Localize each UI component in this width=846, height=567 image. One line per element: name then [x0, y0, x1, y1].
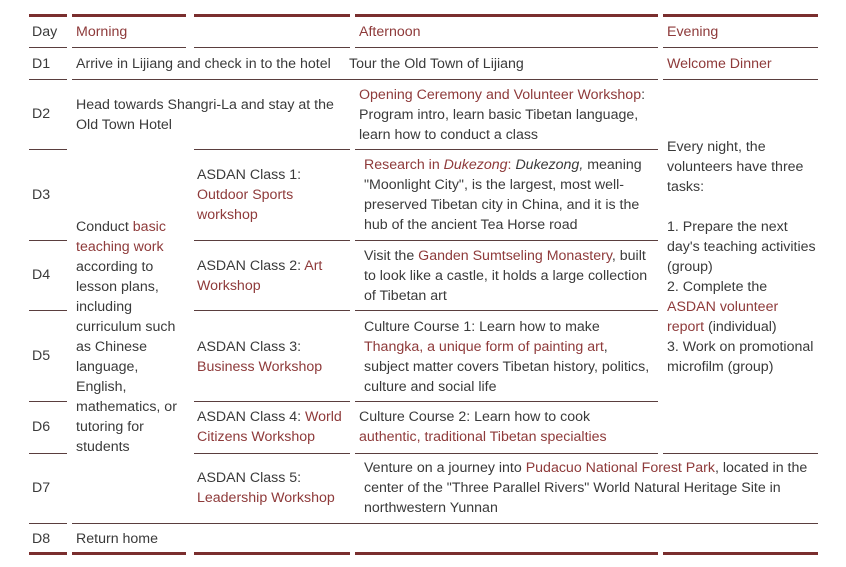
bottom-rule-day [29, 552, 67, 555]
evening-task-2-pre: 2. Complete the [667, 279, 768, 295]
d1-morning: Arrive in Lijiang and check in to the hotel [76, 56, 331, 72]
header-evening: Evening [667, 24, 719, 40]
d7-afternoon-highlight: Pudacuo National Forest Park [525, 460, 715, 476]
d8-morning: Return home [76, 531, 159, 547]
d5-rule-class [194, 401, 350, 402]
d1-rule-day [29, 79, 67, 80]
day-label-d5: D5 [32, 348, 51, 364]
d3-afternoon-hl: Research in [364, 157, 444, 173]
d6-rule-day [29, 453, 67, 454]
d6-class-label: ASDAN Class 4: [197, 409, 306, 425]
d3-rule-class [194, 240, 350, 241]
d1-rule-main [72, 79, 658, 80]
conduct-highlight: basic teaching work [76, 219, 166, 255]
d5-afternoon [364, 317, 656, 397]
header-day: Day [32, 24, 58, 40]
d6-rule-evening [663, 453, 818, 454]
evening-task-2-post: (individual) [704, 319, 777, 335]
header-morning: Morning [76, 24, 128, 40]
d2-rule-class [194, 149, 350, 150]
d3-class-label: ASDAN Class 1: [197, 167, 302, 183]
d5-afternoon-pre: Culture Course 1: Learn how to make [364, 319, 600, 335]
d3-class-name: Outdoor Sports workshop [197, 187, 294, 223]
top-rule-day [29, 14, 67, 17]
d2-morning: Head towards Shangri-La and stay at the Old Town Hotel [76, 97, 334, 133]
bottom-rule-morning [72, 552, 186, 555]
bottom-rule-evening [663, 552, 818, 555]
day-label-d1: D1 [32, 56, 51, 72]
d4-class [197, 256, 347, 296]
header-rule-class [194, 47, 350, 48]
d4-rule-day [29, 310, 67, 311]
day-label-d6: D6 [32, 419, 51, 435]
d4-afternoon-post: , built to look like a castle, it holds a large collection of Tibetan art [364, 248, 648, 304]
d7-class-name: Leadership Workshop [197, 490, 335, 506]
d4-afternoon-highlight: Ganden Sumtseling Monastery [418, 248, 612, 264]
d6-afternoon-highlight: authentic, traditional Tibetan specialties [359, 429, 607, 445]
d7-class [197, 468, 347, 508]
day-label-d2: D2 [32, 106, 51, 122]
day-label-d3: D3 [32, 187, 51, 203]
d7-afternoon-pre: Venture on a journey into [364, 460, 526, 476]
header-rule-day [29, 47, 67, 48]
d5-class [197, 337, 347, 377]
d1-afternoon: Tour the Old Town of Lijiang [349, 56, 524, 72]
evening-task-3: 3. Work on promotional microfilm (group) [667, 339, 814, 375]
d3-afternoon-italic: Dukezong, [515, 157, 584, 173]
day-label-d7: D7 [32, 480, 51, 496]
d6-class [197, 407, 349, 447]
d6-afternoon [359, 407, 655, 447]
d3-class [197, 165, 347, 225]
d7-afternoon-post: , located in the center of the "Three Parallel Rivers" World Natural Heritage Site in northwestern Yunnan [364, 460, 808, 516]
conduct-post: according to lesson plans, including curriculum such as Chinese language, English, mathematics, or tutoring for students [76, 259, 177, 455]
d3-rule-afternoon [355, 240, 658, 241]
day-label-d4: D4 [32, 267, 51, 283]
d2-afternoon-highlight: Opening Ceremony and Volunteer Workshop [359, 87, 642, 103]
evening-tasks-intro: Every night, the volunteers have three tasks: [667, 139, 804, 195]
d4-rule-class [194, 310, 350, 311]
d4-class-label: ASDAN Class 2: [197, 258, 305, 274]
d2-rule-afternoon [355, 149, 658, 150]
d6-afternoon-pre: Culture Course 2: Learn how to cook [359, 409, 591, 425]
top-rule-morning [72, 14, 186, 17]
top-rule-evening [663, 14, 818, 17]
d7-afternoon [364, 458, 818, 518]
d1-evening: Welcome Dinner [667, 56, 772, 72]
d3-afternoon-rest: meaning "Moonlight City", is the largest, most well-preserved Tibetan city in China, and it is the hub of the ancient Tea Horse road [364, 157, 642, 233]
header-rule-morning [72, 47, 186, 48]
d5-rule-afternoon [355, 401, 658, 402]
header-afternoon: Afternoon [359, 24, 421, 40]
header-rule-afternoon [355, 47, 658, 48]
d7-rule-day [29, 523, 67, 524]
d2-rule-day [29, 149, 67, 150]
header-rule-evening [663, 47, 818, 48]
conduct-pre: Conduct [76, 219, 133, 235]
evening-task-1: 1. Prepare the next day's teaching activities (group) [667, 219, 816, 275]
d3-afternoon-hl-italic: Dukezong [443, 157, 508, 173]
d5-class-label: ASDAN Class 3: [197, 339, 302, 355]
bottom-rule-afternoon [355, 552, 658, 555]
d7-rule-main [72, 523, 818, 524]
d2-afternoon-rest: : Program intro, learn basic Tibetan language, learn how to conduct a class [359, 87, 646, 143]
d5-rule-day [29, 401, 67, 402]
evening-task-2 [667, 277, 817, 337]
d5-afternoon-post: , subject matter covers Tibetan history, politics, culture and social life [364, 339, 650, 395]
d4-afternoon [364, 246, 656, 306]
d6-rule-afternoon [355, 453, 658, 454]
d7-class-label: ASDAN Class 5: [197, 470, 302, 486]
evening-tasks [667, 137, 817, 377]
d4-afternoon-pre: Visit the [364, 248, 419, 264]
d5-class-name: Business Workshop [197, 359, 323, 375]
d1-rule-evening [663, 79, 818, 80]
conduct-teaching-text [76, 217, 188, 457]
bottom-rule-class [194, 552, 350, 555]
d6-rule-class [194, 453, 350, 454]
d3-afternoon-colon: : [507, 157, 516, 173]
d4-class-name: Art Workshop [197, 258, 323, 294]
day-label-d8: D8 [32, 531, 51, 547]
d4-rule-afternoon [355, 310, 658, 311]
d3-rule-day [29, 240, 67, 241]
d2-afternoon [359, 85, 655, 145]
top-rule-afternoon [355, 14, 658, 17]
d3-afternoon [364, 155, 656, 235]
d6-class-name: World Citizens Workshop [197, 409, 342, 445]
evening-task-2-highlight: ASDAN volunteer report [667, 299, 779, 335]
top-rule-class [194, 14, 350, 17]
d5-afternoon-highlight: Thangka, a unique form of painting art [364, 339, 604, 355]
